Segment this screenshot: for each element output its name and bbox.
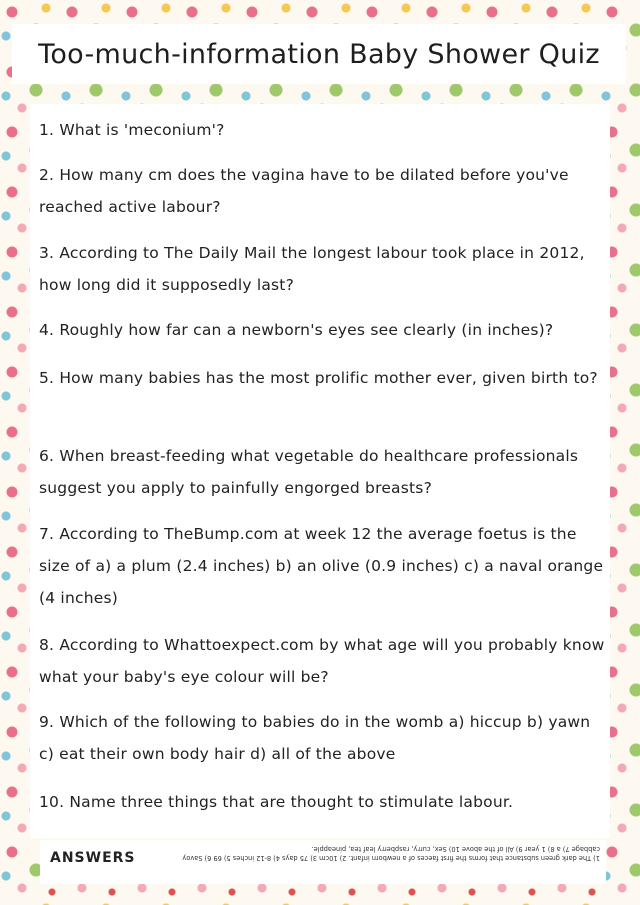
question-5: 5. How many babies has the most prolific mother ever, given birth to? (39, 369, 598, 387)
question-10: 10. Name three things that are thought to stimulate labour. (39, 793, 514, 811)
answers-upside-down-text: 1) The dark green substance that forms the first faeces of a newborn infant. 2) 10cm 3) 75 days 4) 8-12 inches 5) 69 6) Savoy cabbage 7) a 8) 1 year 9) All of the above 10) Sex, curry, raspberry leaf tea, pineapple. (182, 845, 600, 862)
question-3: 3. According to The Daily Mail the longest labour took place in 2012, how long did it supposedly last? (39, 244, 585, 294)
question-4: 4. Roughly how far can a newborn's eyes see clearly (in inches)? (39, 321, 554, 339)
question-7: 7. According to TheBump.com at week 12 the average foetus is the size of a) a plum (2.4 inches) b) an olive (0.9 inches) c) a naval orange (4 inches) (39, 525, 604, 607)
answers-heading: ANSWERS (50, 850, 136, 866)
title-panel (12, 24, 626, 84)
page-title: Too-much-information Baby Shower Quiz (38, 38, 600, 70)
question-8: 8. According to Whattoexpect.com by what age will you probably know what your baby's eye colour will be? (39, 636, 605, 686)
quiz-panel (30, 104, 610, 838)
question-9: 9. Which of the following to babies do in the womb a) hiccup b) yawn c) eat their own body hair d) all of the above (39, 713, 591, 763)
answers-panel (40, 840, 606, 884)
question-2: 2. How many cm does the vagina have to be dilated before you've reached active labour? (39, 166, 569, 216)
question-1: 1. What is 'meconium'? (39, 121, 225, 139)
question-6: 6. When breast-feeding what vegetable do healthcare professionals suggest you apply to painfully engorged breasts? (39, 447, 579, 497)
